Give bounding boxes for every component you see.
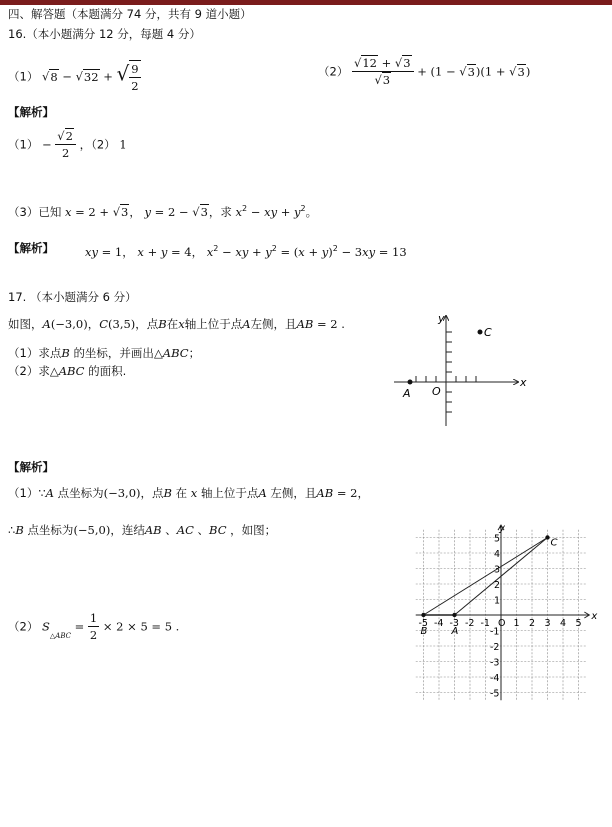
x-tick-label: -5 [418,618,428,629]
point-b [421,613,425,617]
q17-answer2: ∴B 点坐标为(−5,0)，连结AB 、AC 、BC ，如图； [8,523,277,537]
y-tick-label: 2 [494,580,501,591]
q17-figure-axes [390,308,530,432]
top-rule [0,0,612,5]
x-tick-label: 2 [529,618,536,629]
point-c [545,535,549,539]
q16-part1: （1） √8 − √32 + √ $\frac{9}{2}$ [8,61,139,93]
x-tick-label: O [498,618,506,629]
a-label: A [403,387,411,400]
y-tick-label: 3 [494,564,501,576]
point-a [408,380,413,385]
point-a [452,613,456,617]
x-tick-label: 3 [544,618,551,629]
y-tick-label: -5 [490,688,500,700]
section-title: 四、解答题（本题满分 74 分，共有 9 道小题） [8,7,252,21]
x-label: x [520,376,527,389]
y-label: y [499,523,505,534]
q16-part3-solution: xy = 1， x + y = 4， $x^2$ − xy + $y^2 = (x + y)^2 - 3xy = 13$ [85,244,407,259]
x-tick-label: 4 [560,618,567,629]
q17-sub2: （2）求△ABC 的面积. [8,364,127,378]
x-tick-label: -4 [434,618,444,629]
y-label: y [438,312,445,325]
q16-part2: （2） $\frac{√12 + √3}{√3}$ + (1 − √3)(1 + √3) [318,56,531,87]
b-label: B [420,626,428,637]
q17-figure-grid [418,523,608,704]
x-tick-label: 5 [575,618,582,629]
q16-part3: （3）已知 x = 2 + √3， y = 2 − √3，求 $x^2$ − xy + $y^2$。 [8,204,318,219]
y-tick-label: -3 [490,657,500,669]
point-c [478,330,483,335]
q17-jiexi: 【解析】 [8,460,54,474]
origin-label: O [432,385,441,398]
q16-answers: （1） − $\frac{√2}{2}$ ，（2） 1 [8,129,127,160]
x-tick-label: 1 [513,618,520,629]
c-label: C [484,326,492,339]
a-label: A [451,626,459,637]
y-tick-label: -1 [490,626,500,638]
x-tick-label: -1 [480,618,490,629]
y-tick-label: 4 [494,549,501,560]
q16-jiexi: 【解析】 [8,105,54,119]
x-label: x [591,611,598,622]
y-tick-label: -4 [490,673,500,684]
q17-sub1: （1）求点B 的坐标，并画出△ABC； [8,346,201,360]
q16-header: 16.（本小题满分 12 分，每题 4 分） [8,27,201,41]
q17-answer1: （1）∵A 点坐标为(−3,0)，点B 在 x 轴上位于点A 左侧，且AB = 2， [8,486,369,500]
c-label: C [550,537,558,549]
x-tick-label: -2 [465,618,475,629]
y-tick-label: 5 [494,533,501,545]
q17-answer3: （2） $S_{\triangle ABC}$ = $\frac{1}{2}$ × 2 × 5 = 5 . [8,611,180,642]
y-tick-label: 1 [494,595,501,607]
q17-intro: 如图，A(−3,0)，C(3,5)，点B在x轴上位于点A左侧，且AB = 2 . [8,317,345,331]
q17-header: 17. （本小题满分 6 分） [8,290,137,304]
q16-jiexi2: 【解析】 [8,241,54,255]
y-tick-label: -2 [490,642,500,653]
x-tick-label: -3 [449,618,459,629]
